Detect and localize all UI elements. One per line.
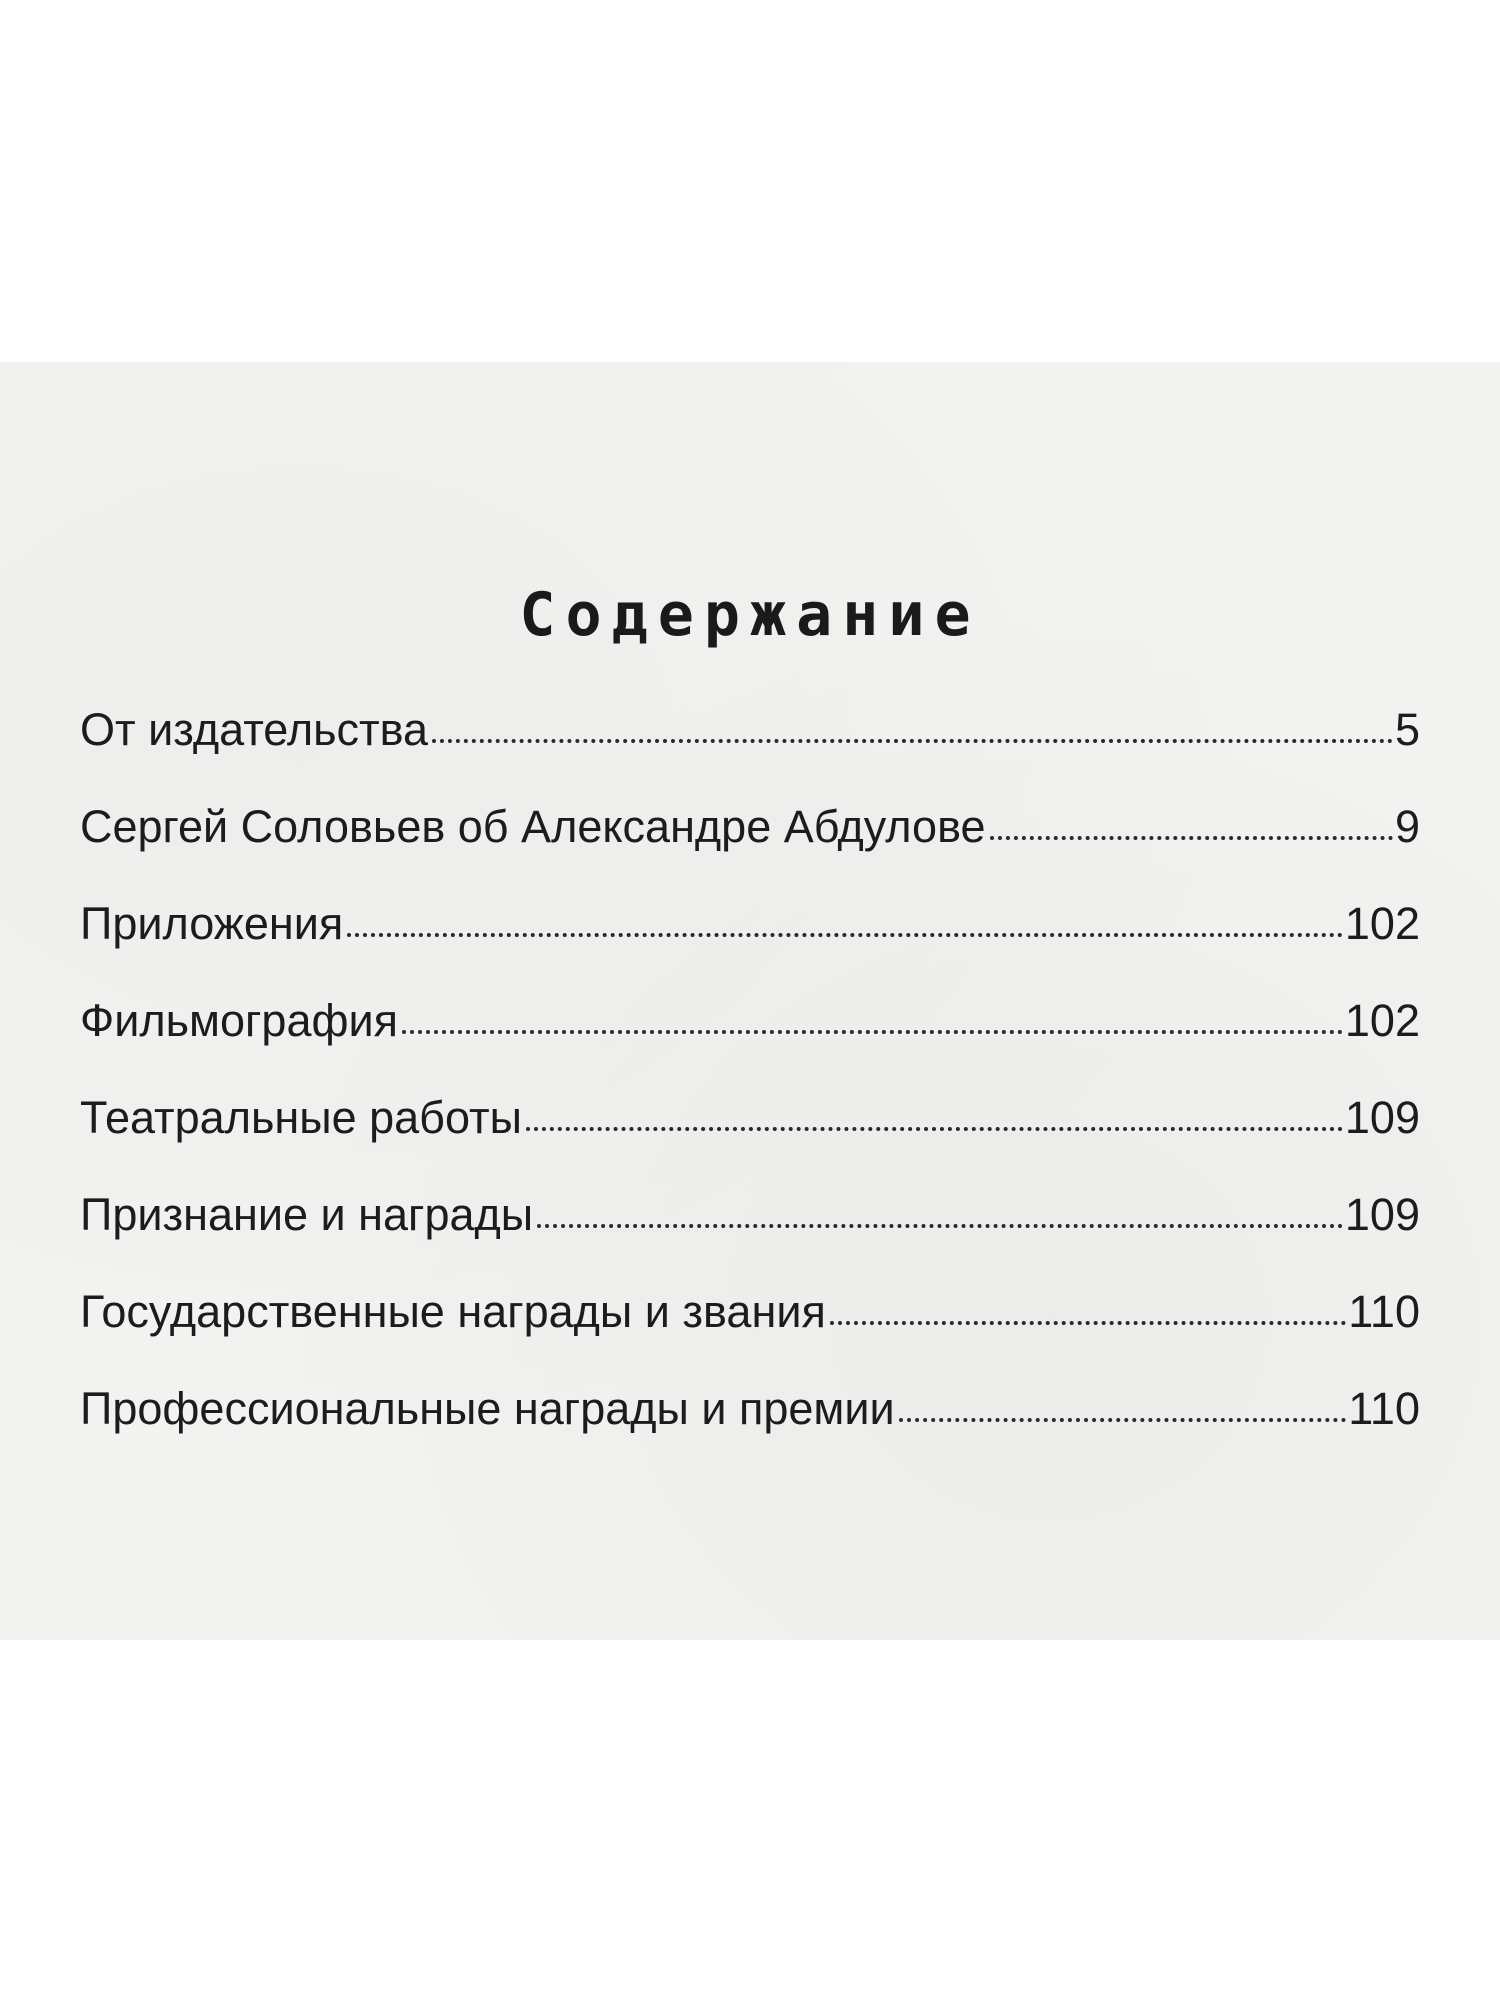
toc-entry-label: Профессиональные награды и премии	[80, 1383, 895, 1434]
toc-entry-page: 9	[1394, 801, 1420, 852]
toc-entry-page: 109	[1344, 1092, 1420, 1143]
toc-entry[interactable]	[80, 797, 1420, 894]
dot-leader	[537, 1224, 1343, 1228]
toc-entry-page: 110	[1348, 1383, 1420, 1434]
toc-entry-label: От издательства	[80, 704, 429, 755]
dot-leader	[432, 739, 1393, 743]
toc-entry-page: 109	[1344, 1189, 1420, 1240]
toc-entry-label: Сергей Соловьев об Александре Абдулове	[80, 801, 986, 852]
toc-entry[interactable]	[80, 1088, 1420, 1185]
toc-entry-page: 5	[1394, 704, 1420, 755]
toc-entry-label: Государственные награды и звания	[80, 1286, 826, 1337]
toc-entry-label: Приложения	[80, 898, 344, 949]
toc-entry[interactable]	[80, 1379, 1420, 1476]
toc-entry-page: 110	[1348, 1286, 1420, 1337]
dot-leader	[990, 836, 1393, 840]
dot-leader	[899, 1418, 1347, 1422]
toc-entry[interactable]	[80, 1185, 1420, 1282]
dot-leader	[830, 1321, 1346, 1325]
toc-entry-label: Признание и награды	[80, 1189, 534, 1240]
toc-entry[interactable]	[80, 894, 1420, 991]
page-title: Содержание	[519, 580, 981, 651]
toc-entry-page: 102	[1344, 898, 1420, 949]
toc-entry-page: 102	[1344, 995, 1420, 1046]
toc-entry-label: Театральные работы	[80, 1092, 522, 1143]
dot-leader	[402, 1030, 1343, 1034]
toc-entry[interactable]	[80, 700, 1420, 797]
toc-entry-label: Фильмография	[80, 995, 399, 1046]
toc-entry[interactable]	[80, 991, 1420, 1088]
table-of-contents	[80, 700, 1420, 1476]
dot-leader	[347, 933, 1343, 937]
toc-entry[interactable]	[80, 1282, 1420, 1379]
dot-leader	[526, 1127, 1343, 1131]
